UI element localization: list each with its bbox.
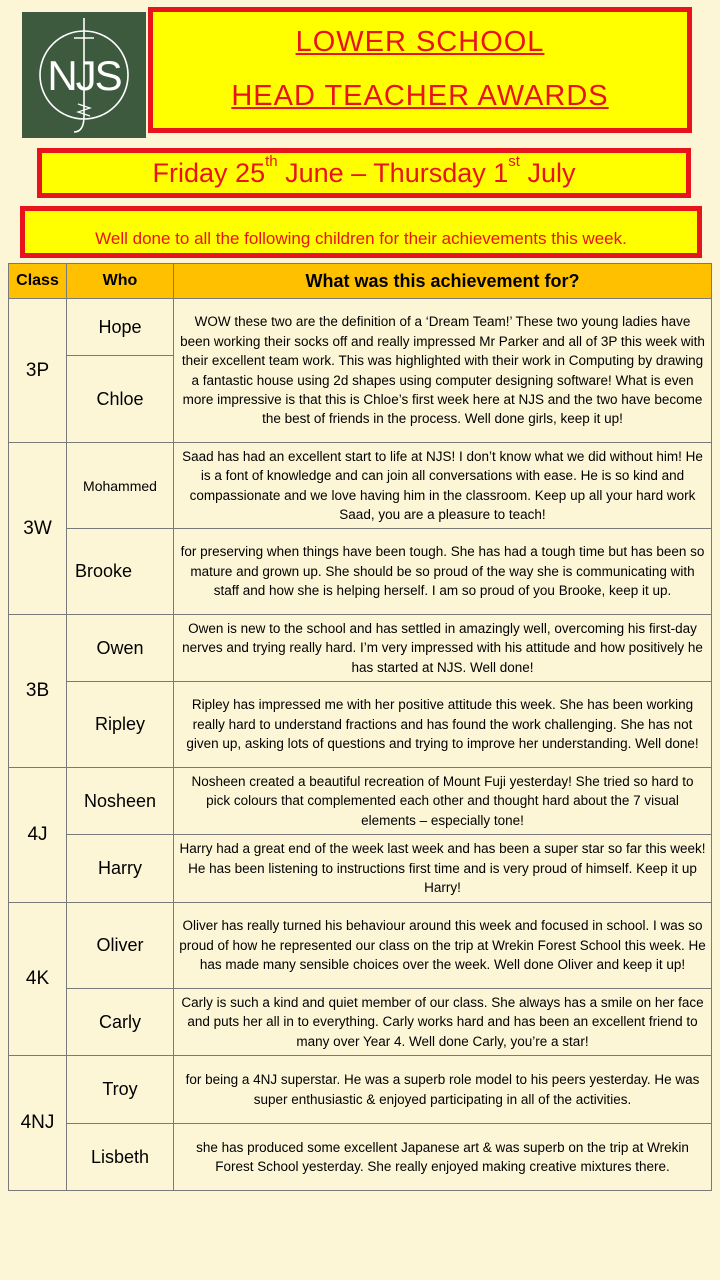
awards-table xyxy=(8,263,712,1191)
title-line-2: HEAD TEACHER AWARDS xyxy=(231,80,609,112)
achievement-cell: for preserving when things have been tough. She has had a tough time but has been so mature and grown up. She should be so proud of the way she is communicating with staff and how she is helping herself. I am so proud of you Brooke, keep it up. xyxy=(174,529,712,615)
title-line-1: LOWER SCHOOL xyxy=(295,26,545,58)
achievement-cell: she has produced some excellent Japanese art & was superb on the trip at Wrekin Forest School yesterday. She really enjoyed making creative mixtures there. xyxy=(174,1124,712,1191)
date-middle: June – Thursday 1 xyxy=(277,158,509,188)
achievement-cell: for being a 4NJ superstar. He was a superb role model to his peers yesterday. He was super enthusiastic & enjoyed participating in all of the activities. xyxy=(174,1056,712,1124)
header-achievement: What was this achievement for? xyxy=(174,264,712,299)
achievement-cell: Owen is new to the school and has settled in amazingly well, overcoming his first-day nerves and trying really hard. I’m very impressed with his attitude and how positively he has started at NJS. Well done! xyxy=(174,615,712,682)
date-sup-2: st xyxy=(508,153,520,170)
table-row xyxy=(9,529,712,615)
date-sup-1: th xyxy=(265,153,278,170)
table-row xyxy=(9,299,712,356)
table-row xyxy=(9,443,712,529)
table-row xyxy=(9,682,712,768)
school-logo xyxy=(22,12,146,138)
who-cell: Chloe xyxy=(67,356,174,443)
table-row xyxy=(9,768,712,835)
class-cell: 4NJ xyxy=(9,1056,67,1191)
table-row xyxy=(9,615,712,682)
njs-logo-icon xyxy=(22,12,146,138)
table-row xyxy=(9,903,712,989)
achievement-cell: Carly is such a kind and quiet member of our class. She always has a smile on her face and puts her all in to everything. Carly works hard and has been an excellent friend to many over Year 4. Well done Carly, you’re a star! xyxy=(174,989,712,1056)
who-cell: Lisbeth xyxy=(67,1124,174,1191)
class-cell: 4J xyxy=(9,768,67,903)
achievement-cell: Nosheen created a beautiful recreation of Mount Fuji yesterday! She tried so hard to pick colours that complemented each other and thought hard about the 7 visual elements – especially tone! xyxy=(174,768,712,835)
who-cell: Nosheen xyxy=(67,768,174,835)
achievement-cell: Harry had a great end of the week last week and has been a super star so far this week! He has been listening to instructions first time and is very proud of himself. Keep it up Harry! xyxy=(174,835,712,903)
who-cell: Ripley xyxy=(67,682,174,768)
header-class: Class xyxy=(9,264,67,299)
achievement-cell: Oliver has really turned his behaviour around this week and focused in school. I was so proud of how he represented our class on the trip at Wrekin Forest School this week. He has made many sensible choices over the week. Well done Oliver and keep it up! xyxy=(174,903,712,989)
who-cell: Mohammed xyxy=(67,443,174,529)
achievement-cell: Ripley has impressed me with her positive attitude this week. She has been working really hard to understand fractions and has found the work challenging. She has not given up, asking lots of questions and trying to improve her understanding. Well done! xyxy=(174,682,712,768)
who-cell: Owen xyxy=(67,615,174,682)
table-row xyxy=(9,989,712,1056)
who-cell: Oliver xyxy=(67,903,174,989)
who-cell: Hope xyxy=(67,299,174,356)
achievement-cell: Saad has had an excellent start to life at NJS! I don’t know what we did without him! He is a font of knowledge and can join all conversations with ease. He is so kind and compassionate and we love having him in the classroom. Keep up all your hard work Saad, you are a pleasure to teach! xyxy=(174,443,712,529)
class-cell: 3W xyxy=(9,443,67,615)
table-row xyxy=(9,1124,712,1191)
class-cell: 3P xyxy=(9,299,67,443)
date-start: Friday 25 xyxy=(152,158,266,188)
well-done-banner xyxy=(20,206,702,258)
who-cell: Troy xyxy=(67,1056,174,1124)
svg-text:NJS: NJS xyxy=(47,52,121,99)
well-done-text: Well done to all the following children for their achievements this week. xyxy=(95,229,627,248)
date-banner xyxy=(37,148,691,198)
title-banner xyxy=(148,7,692,133)
date-end: July xyxy=(519,158,576,188)
table-row xyxy=(9,1056,712,1124)
table-row xyxy=(9,835,712,903)
who-cell: Harry xyxy=(67,835,174,903)
achievement-cell: WOW these two are the definition of a ‘Dream Team!’ These two young ladies have been working their socks off and really impressed Mr Parker and all of 3P this week with their excellent team work. This was highlighted with their work in Computing by drawing a fantastic house using 2d shapes using computer designing software! What is even more impressive is that this is Chloe’s first week here at NJS and the two have become the best of friends in the process. Well done girls, keep it up! xyxy=(174,299,712,443)
header-who: Who xyxy=(67,264,174,299)
class-cell: 4K xyxy=(9,903,67,1056)
who-cell: Brooke xyxy=(67,529,174,615)
table-header-row xyxy=(9,264,712,299)
class-cell: 3B xyxy=(9,615,67,768)
who-cell: Carly xyxy=(67,989,174,1056)
